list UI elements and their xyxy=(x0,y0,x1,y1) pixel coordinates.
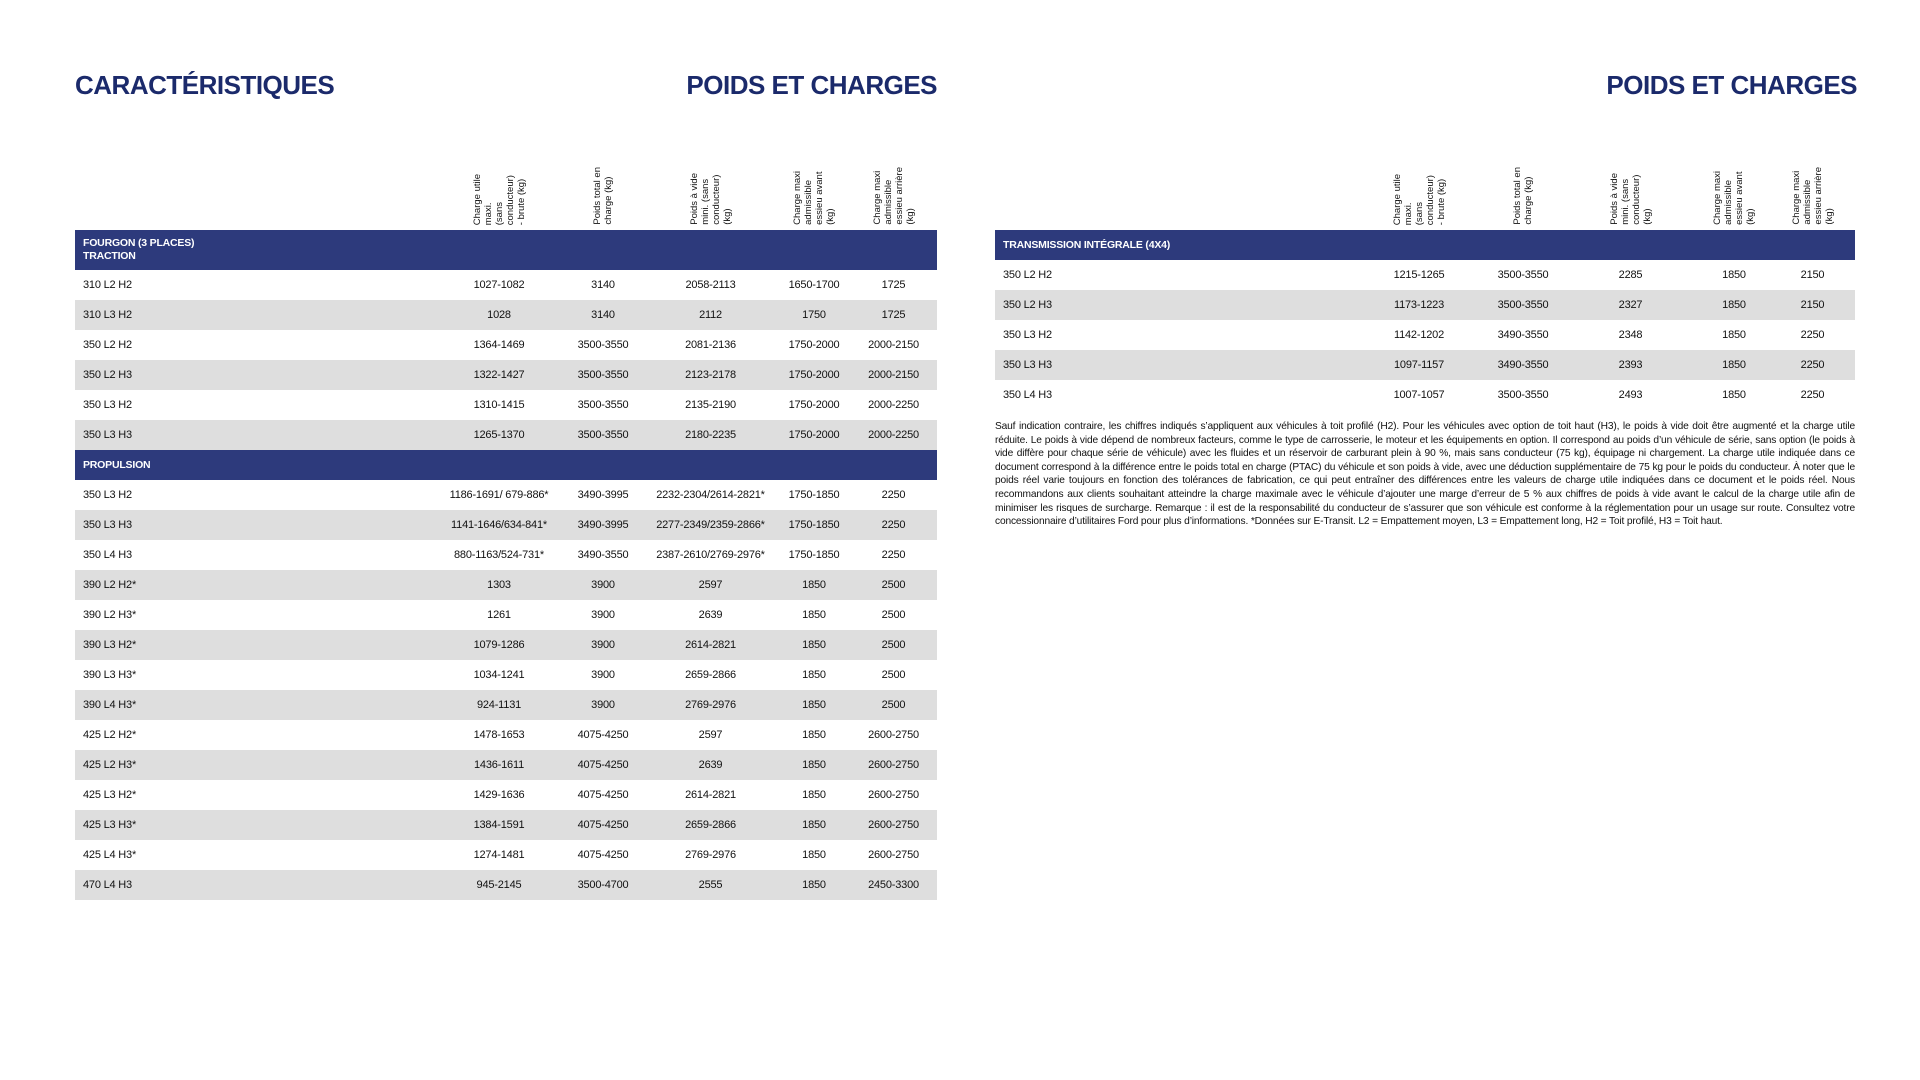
value-cell: 2639 xyxy=(698,609,723,621)
value-cell: 1322-1427 xyxy=(435,360,563,390)
table-body-right xyxy=(995,230,1855,410)
value-cell: 1850 xyxy=(802,669,826,681)
value-cell: 2639 xyxy=(643,750,778,780)
value-cell: 1750 xyxy=(778,300,850,330)
value-cell: 2600-2750 xyxy=(850,810,937,840)
value-cell: 2500 xyxy=(850,570,937,600)
value-cell: 2250 xyxy=(881,549,906,561)
value-cell: 4075-4250 xyxy=(563,810,643,840)
value-cell: 3490-3995 xyxy=(563,510,643,540)
model-cell: 350 L2 H2 xyxy=(83,339,132,351)
section-header-row xyxy=(75,230,937,270)
value-cell: 1850 xyxy=(778,690,850,720)
value-cell: 3140 xyxy=(591,279,615,291)
section-title-left: POIDS ET CHARGES xyxy=(686,70,937,100)
model-cell: 350 L3 H3 xyxy=(995,350,1355,380)
value-cell: 1750-1850 xyxy=(788,489,840,501)
model-cell: 425 L3 H3* xyxy=(75,810,435,840)
value-cell: 3490-3550 xyxy=(1497,329,1549,341)
model-cell: 425 L4 H3* xyxy=(83,849,137,861)
value-cell: 1186-1691/ 679-886* xyxy=(449,489,549,501)
header-kerb-weight: Poids à vide mini. (sans conducteur) (kg) xyxy=(688,173,733,225)
value-cell: 2597 xyxy=(698,729,723,741)
model-cell: 390 L2 H2* xyxy=(75,570,435,600)
table-row xyxy=(995,380,1855,410)
value-cell: 3500-3550 xyxy=(563,420,643,450)
model-cell: 350 L3 H2 xyxy=(1003,329,1052,341)
header-model xyxy=(75,150,435,230)
header-rear-axle: Charge maxi admissible essieu arrière (kg) xyxy=(871,167,916,225)
model-cell: 350 L3 H3 xyxy=(75,420,435,450)
table-body-left xyxy=(75,230,937,900)
value-cell: 1850 xyxy=(778,630,850,660)
value-cell: 1850 xyxy=(778,870,850,900)
model-cell: 350 L4 H3 xyxy=(1003,389,1052,401)
value-cell: 2600-2750 xyxy=(868,789,919,801)
model-cell: 350 L3 H3 xyxy=(75,510,435,540)
header-front-axle: Charge maxi admissible essieu avant (kg) xyxy=(1712,171,1756,225)
value-cell: 1173-1223 xyxy=(1355,290,1483,320)
value-cell: 1274-1481 xyxy=(473,849,525,861)
value-cell: 3500-3550 xyxy=(1497,389,1549,401)
value-cell: 1478-1653 xyxy=(473,729,525,741)
value-cell: 2150 xyxy=(1800,269,1825,281)
section-title: PROPULSION xyxy=(75,450,937,480)
value-cell: 1750-1850 xyxy=(788,549,840,561)
section-header-row xyxy=(75,450,937,480)
value-cell: 1007-1057 xyxy=(1393,389,1445,401)
value-cell: 4075-4250 xyxy=(577,789,629,801)
value-cell: 880-1163/524-731* xyxy=(454,549,544,561)
table-row xyxy=(75,540,937,570)
table-row xyxy=(75,810,937,840)
value-cell: 1850 xyxy=(1722,269,1746,281)
model-cell: 425 L2 H3* xyxy=(75,750,435,780)
header-gross-weight: Poids total en charge (kg) xyxy=(592,167,614,225)
value-cell: 1750-2000 xyxy=(788,399,840,411)
model-cell: 350 L3 H2 xyxy=(83,489,132,501)
value-cell: 3500-3550 xyxy=(1497,269,1549,281)
value-cell: 2135-2190 xyxy=(685,399,736,411)
section-title: FOURGON (3 PLACES) TRACTION xyxy=(75,230,937,270)
model-cell: 350 L2 H2 xyxy=(1003,269,1052,281)
table-row xyxy=(75,420,937,450)
value-cell: 2058-2113 xyxy=(685,279,736,291)
model-cell: 425 L2 H2* xyxy=(83,729,137,741)
value-cell: 1028 xyxy=(435,300,563,330)
table-row xyxy=(75,750,937,780)
value-cell: 2600-2750 xyxy=(868,849,919,861)
value-cell: 1097-1157 xyxy=(1355,350,1483,380)
value-cell: 2285 xyxy=(1618,269,1643,281)
value-cell: 2769-2976 xyxy=(685,849,736,861)
value-cell: 2500 xyxy=(850,690,937,720)
value-cell: 2600-2750 xyxy=(868,729,919,741)
value-cell: 945-2145 xyxy=(435,870,563,900)
left-table-panel xyxy=(75,150,937,900)
value-cell: 1027-1082 xyxy=(473,279,525,291)
table-header-row xyxy=(995,150,1855,230)
value-cell: 2614-2821 xyxy=(685,789,736,801)
value-cell: 2597 xyxy=(643,570,778,600)
value-cell: 2393 xyxy=(1563,350,1698,380)
table-row xyxy=(75,360,937,390)
value-cell: 1261 xyxy=(487,609,511,621)
model-cell: 390 L4 H3* xyxy=(75,690,435,720)
value-cell: 2450-3300 xyxy=(850,870,937,900)
value-cell: 3900 xyxy=(563,690,643,720)
weights-table-right xyxy=(995,150,1855,410)
table-row xyxy=(75,780,937,810)
value-cell: 2000-2250 xyxy=(868,399,919,411)
header-gross-weight: Poids total en charge (kg) xyxy=(1512,167,1534,225)
value-cell: 1265-1370 xyxy=(435,420,563,450)
value-cell: 1750-2000 xyxy=(788,339,840,351)
value-cell: 1850 xyxy=(778,570,850,600)
value-cell: 1141-1646/634-841* xyxy=(435,510,563,540)
model-cell: 425 L3 H2* xyxy=(83,789,137,801)
value-cell: 1142-1202 xyxy=(1394,329,1444,341)
value-cell: 1750-2000 xyxy=(778,420,850,450)
section-header-row xyxy=(995,230,1855,260)
value-cell: 2081-2136 xyxy=(685,339,736,351)
section-title: TRANSMISSION INTÉGRALE (4X4) xyxy=(995,230,1855,260)
value-cell: 1850 xyxy=(778,810,850,840)
value-cell: 1384-1591 xyxy=(435,810,563,840)
table-row xyxy=(75,630,937,660)
table-row xyxy=(75,720,937,750)
value-cell: 2150 xyxy=(1770,290,1855,320)
value-cell: 1850 xyxy=(1698,290,1770,320)
value-cell: 3490-3995 xyxy=(577,489,629,501)
value-cell: 3500-3550 xyxy=(577,339,629,351)
header-payload: Charge utile maxi. (sans conducteur) - brute (kg) xyxy=(471,173,527,225)
value-cell: 2232-2304/2614-2821* xyxy=(656,489,765,501)
value-cell: 3140 xyxy=(563,300,643,330)
header-front-axle: Charge maxi admissible essieu avant (kg) xyxy=(792,171,836,225)
table-row xyxy=(75,840,937,870)
value-cell: 2659-2866 xyxy=(685,669,736,681)
value-cell: 2277-2349/2359-2866* xyxy=(643,510,778,540)
value-cell: 1725 xyxy=(850,300,937,330)
value-cell: 1850 xyxy=(1722,389,1746,401)
footnote: Sauf indication contraire, les chiffres indiqués s’appliquent aux véhicules à toit profilé (H2). Pour les véhicules avec option de toit haut (H3), le poids à vide doit être augmenté et la charge utile réduite. Le poids à vide dépend de nombreux facteurs, comme le type de carrosserie, le moteur et les équipements en option. Il correspond au poids d’un véhicule de série, sans option (le poids à vide diffère pour chaque série de véhicule) avec les fluides et un réservoir de carburant plein à 90 %, mais sans conducteur (75 kg), équipage ni chargement. La charge utile indiquée dans ce document correspond à la différence entre le poids total en charge (PTAC) du véhicule et son poids à vide, avec une déduction supplémentaire de 75 kg pour le poids du conducteur. À noter que le poids réel varie toujours en fonction des tolérances de fabrication, ce qui peut entraîner des différences entre les valeurs de charge utile indiquées dans ce document et le poids réel. Nous recommandons aux clients souhaitant atteindre la charge maximale avec le véhicule d’ajouter une marge d’erreur de 5 % aux chiffres de poids à vide avant le calcul de la charge utile afin de minimiser les risques de surcharge. Remarque : il est de la responsabilité du conducteur de s’assurer que son véhicule est conforme à la réglementation pour un usage sur route. Consultez votre concessionnaire d’utilitaires Ford pour plus d’informations. *Données sur E-Transit. L2 = Empattement moyen, L3 = Empattement long, H2 = Toit profilé, H3 = Toit haut. xyxy=(995,421,1855,528)
value-cell: 2000-2150 xyxy=(850,360,937,390)
value-cell: 2493 xyxy=(1618,389,1643,401)
value-cell: 4075-4250 xyxy=(577,849,629,861)
table-row xyxy=(75,270,937,300)
table-header-row xyxy=(75,150,937,230)
value-cell: 3500-3550 xyxy=(563,360,643,390)
model-cell: 310 L2 H2 xyxy=(83,279,132,291)
value-cell: 1079-1286 xyxy=(435,630,563,660)
value-cell: 2387-2610/2769-2976* xyxy=(656,549,765,561)
table-row xyxy=(995,350,1855,380)
value-cell: 4075-4250 xyxy=(563,750,643,780)
value-cell: 3900 xyxy=(563,570,643,600)
value-cell: 2250 xyxy=(881,489,906,501)
header-rear-axle: Charge maxi admissible essieu arrière (kg) xyxy=(1790,167,1835,225)
value-cell: 1850 xyxy=(802,609,826,621)
value-cell: 3490-3550 xyxy=(577,549,629,561)
value-cell: 1310-1415 xyxy=(473,399,525,411)
model-cell: 390 L3 H2* xyxy=(75,630,435,660)
table-row xyxy=(75,480,937,510)
model-cell: 390 L2 H3* xyxy=(83,609,137,621)
value-cell: 1750-1850 xyxy=(778,510,850,540)
value-cell: 2500 xyxy=(850,630,937,660)
value-cell: 1725 xyxy=(881,279,906,291)
value-cell: 1436-1611 xyxy=(435,750,563,780)
value-cell: 1650-1700 xyxy=(788,279,840,291)
value-cell: 1750-2000 xyxy=(778,360,850,390)
value-cell: 3900 xyxy=(591,609,615,621)
model-cell: 310 L3 H2 xyxy=(75,300,435,330)
value-cell: 3490-3550 xyxy=(1483,350,1563,380)
value-cell: 3500-3550 xyxy=(577,399,629,411)
value-cell: 2500 xyxy=(881,609,906,621)
model-cell: 350 L2 H3 xyxy=(75,360,435,390)
table-row xyxy=(75,660,937,690)
value-cell: 1215-1265 xyxy=(1393,269,1445,281)
value-cell: 3500-4700 xyxy=(563,870,643,900)
value-cell: 4075-4250 xyxy=(577,729,629,741)
value-cell: 1850 xyxy=(1722,329,1746,341)
table-row xyxy=(75,870,937,900)
table-row xyxy=(75,600,937,630)
value-cell: 1850 xyxy=(802,789,826,801)
value-cell: 2614-2821 xyxy=(643,630,778,660)
value-cell: 924-1131 xyxy=(435,690,563,720)
weights-table-left xyxy=(75,150,937,900)
value-cell: 2000-2250 xyxy=(850,420,937,450)
value-cell: 2659-2866 xyxy=(643,810,778,840)
value-cell: 3900 xyxy=(591,669,615,681)
model-cell: 390 L3 H3* xyxy=(83,669,137,681)
value-cell: 1303 xyxy=(435,570,563,600)
value-cell: 2250 xyxy=(1800,329,1825,341)
value-cell: 2250 xyxy=(850,510,937,540)
value-cell: 2112 xyxy=(643,300,778,330)
value-cell: 1364-1469 xyxy=(473,339,525,351)
right-table-panel xyxy=(995,150,1855,539)
table-row xyxy=(75,690,937,720)
header-payload: Charge utile maxi. (sans conducteur) - brute (kg) xyxy=(1391,173,1447,225)
value-cell: 2348 xyxy=(1618,329,1643,341)
value-cell: 2180-2235 xyxy=(643,420,778,450)
table-row xyxy=(75,330,937,360)
table-row xyxy=(995,290,1855,320)
table-row xyxy=(995,320,1855,350)
value-cell: 1850 xyxy=(778,750,850,780)
table-row xyxy=(995,260,1855,290)
model-cell: 350 L4 H3 xyxy=(83,549,132,561)
value-cell: 3900 xyxy=(563,630,643,660)
value-cell: 2500 xyxy=(881,669,906,681)
page-title: CARACTÉRISTIQUES xyxy=(75,70,335,100)
value-cell: 2555 xyxy=(643,870,778,900)
model-cell: 470 L4 H3 xyxy=(75,870,435,900)
model-cell: 350 L2 H3 xyxy=(995,290,1355,320)
value-cell: 1850 xyxy=(802,729,826,741)
value-cell: 3500-3550 xyxy=(1483,290,1563,320)
value-cell: 1850 xyxy=(802,849,826,861)
value-cell: 1429-1636 xyxy=(473,789,525,801)
value-cell: 2123-2178 xyxy=(643,360,778,390)
header-kerb-weight: Poids à vide mini. (sans conducteur) (kg) xyxy=(1608,173,1653,225)
value-cell: 2769-2976 xyxy=(643,690,778,720)
table-row xyxy=(75,570,937,600)
header-model xyxy=(995,150,1355,230)
value-cell: 1850 xyxy=(1698,350,1770,380)
value-cell: 2600-2750 xyxy=(850,750,937,780)
table-row xyxy=(75,510,937,540)
table-row xyxy=(75,300,937,330)
value-cell: 2000-2150 xyxy=(868,339,919,351)
table-row xyxy=(75,390,937,420)
value-cell: 2327 xyxy=(1563,290,1698,320)
value-cell: 2250 xyxy=(1770,350,1855,380)
value-cell: 2250 xyxy=(1800,389,1825,401)
value-cell: 1034-1241 xyxy=(473,669,525,681)
section-title-right: POIDS ET CHARGES xyxy=(1606,70,1857,100)
model-cell: 350 L3 H2 xyxy=(83,399,132,411)
